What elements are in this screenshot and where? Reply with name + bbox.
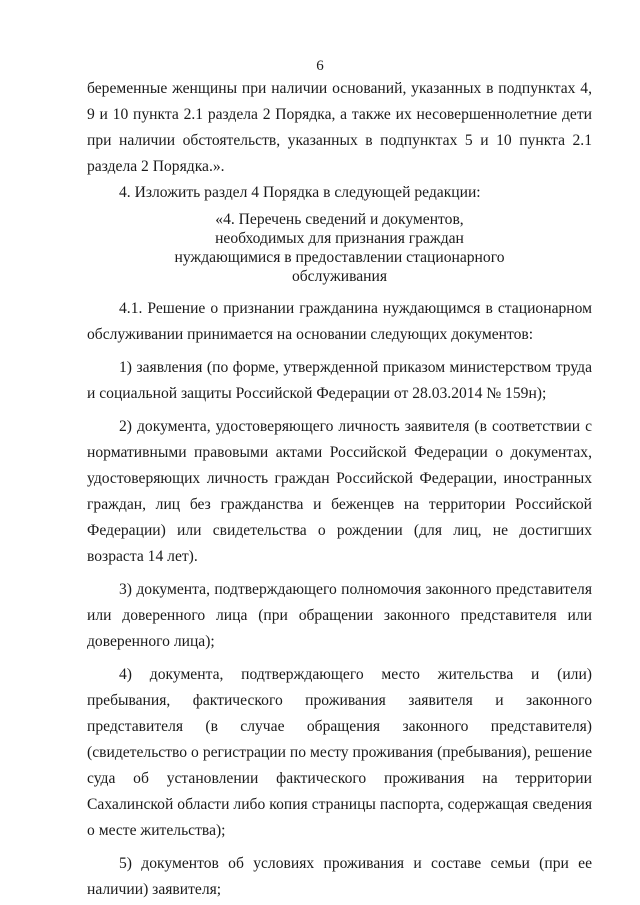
section-heading <box>87 210 592 286</box>
paragraph-item-4: 4) документа, подтверждающего место жительства и (или) пребывания, фактического проживания заявителя и законного представителя (в случае обращения законного представителя) (свидетельство о регистрации по месту проживания (пребывания), решение суда об установлении фактического проживания на территории Сахалинской области либо копия страницы паспорта, содержащая сведения о месте жительства); <box>87 666 592 839</box>
section-heading-line: обслуживания <box>291 268 388 285</box>
paragraph-item-2: 2) документа, удостоверяющего личность заявителя (в соответствии с нормативными правовыми актами Российской Федерации о документах, удостоверяющих личность граждан Российской Федерации, иностранных граждан, лиц без гражданства и беженцев на территории Российской Федерации) или свидетельства о рождении (для лиц, не достигших возраста 14 лет). <box>87 418 592 565</box>
document-body <box>87 76 592 903</box>
section-heading-line: необходимых для признания граждан <box>215 230 464 247</box>
paragraph-item-1: 1) заявления (по форме, утвержденной приказом министерством труда и социальной защиты Российской Федерации от 28.03.2014 № 159н); <box>87 359 592 402</box>
paragraph-item-3: 3) документа, подтверждающего полномочия законного представителя или доверенного лица (при обращении законного представителя или доверенного лица); <box>87 581 592 650</box>
paragraph-item-5: 5) документов об условиях проживания и составе семьи (при ее наличии) заявителя; <box>87 855 592 898</box>
paragraph-amendment-instruction: 4. Изложить раздел 4 Порядка в следующей редакции: <box>119 184 481 201</box>
page-number: 6 <box>316 58 324 74</box>
paragraph-continuation: беременные женщины при наличии оснований, указанных в подпунктах 4, 9 и 10 пункта 2.1 раздела 2 Порядка, а также их несовершеннолетние дети при наличии обстоятельств, указанных в подпунктах 5 и 10 пункта 2.1 раздела 2 Порядка.». <box>87 80 592 175</box>
section-heading-line: «4. Перечень сведений и документов, <box>215 211 464 228</box>
paragraph-clause-4-1: 4.1. Решение о признании гражданина нуждающимся в стационарном обслуживании принимается на основании следующих документов: <box>87 300 592 343</box>
section-heading-line: нуждающимися в предоставлении стационарного <box>174 249 505 266</box>
